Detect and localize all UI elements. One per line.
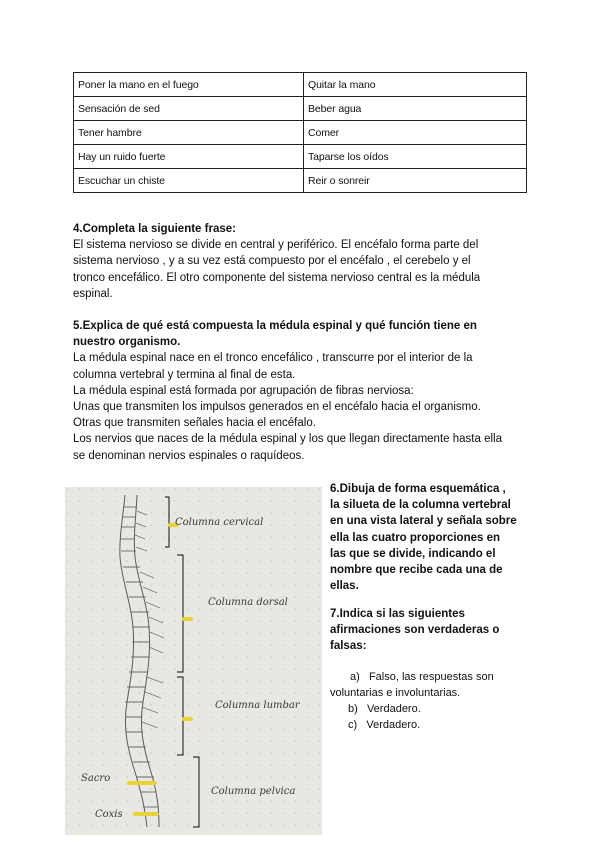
answer-marker: a) (350, 671, 360, 683)
question-4-line: tronco encefálico. El otro componente del sistema nervioso central es la médula (73, 271, 481, 284)
question-6-title: 6.Dibuja de forma esquemática , (330, 483, 506, 495)
question-5-line: Los nervios que naces de la médula espinal y los que llegan directamente hasta ella (73, 433, 502, 446)
label-dorsal: Columna dorsal (208, 597, 288, 608)
answer-c (330, 717, 530, 733)
question-6-title: la silueta de la columna vertebral (330, 499, 511, 512)
answer-a (330, 669, 530, 685)
response-cell: Beber agua (304, 97, 527, 121)
question-7-title: 7.Indica si las siguientes (330, 608, 465, 620)
question-6 (330, 481, 530, 594)
question-5-line: La médula espinal está formada por agrupación de fibras nerviosa: (73, 384, 414, 397)
question-7 (330, 606, 530, 655)
label-pelvica: Columna pelvica (211, 786, 296, 797)
question-5-line: Unas que transmiten los impulsos generados en el encéfalo hacia el organismo. (73, 401, 481, 414)
reflex-table (73, 72, 527, 193)
answer-a-continued: voluntarias e involuntarias. (330, 687, 461, 699)
question-5-title: nuestro organismo. (73, 336, 181, 349)
question-5-line: columna vertebral y termina al final de esta. (73, 368, 296, 381)
answer-text: Verdadero. (366, 703, 421, 715)
table-row (74, 97, 527, 121)
question-6-title: las que se divide, indicando el (330, 547, 496, 560)
question-7-title: falsas: (330, 640, 367, 653)
label-lumbar: Columna lumbar (215, 700, 300, 711)
response-cell: Taparse los oídos (304, 145, 527, 169)
question-4 (73, 221, 535, 302)
spine-drawing-photo (65, 487, 322, 835)
table-row (74, 169, 527, 193)
question-6-title: ella las cuatro proporciones en (330, 531, 500, 544)
answer-marker: b) (348, 703, 358, 715)
table-row (74, 73, 527, 97)
label-cervical: Columna cervical (175, 517, 264, 528)
question-6-title: ellas. (330, 580, 359, 593)
question-7-answers (330, 669, 530, 733)
answer-text: Verdadero. (366, 719, 421, 731)
question-4-title: 4.Completa la siguiente frase: (73, 223, 236, 235)
answer-text: Falso, las respuestas son (368, 671, 494, 683)
question-5-title: 5.Explica de qué está compuesta la médula espinal y qué función tiene en (73, 320, 477, 332)
response-cell: Reir o sonreir (304, 169, 527, 193)
question-6-title: nombre que recibe cada una de (330, 564, 503, 577)
stimulus-cell: Sensación de sed (74, 97, 304, 121)
stimulus-cell: Escuchar un chiste (74, 169, 304, 193)
answer-marker: c) (348, 719, 358, 731)
stimulus-cell: Tener hambre (74, 121, 304, 145)
answer-b (330, 701, 530, 717)
question-4-line: El sistema nervioso se divide en central y periférico. El encéfalo forma parte del (73, 239, 479, 252)
question-5-line: se denominan nervios espinales o raquídeos. (73, 449, 305, 462)
stimulus-cell: Poner la mano en el fuego (74, 73, 304, 97)
question-5-line: La médula espinal nace en el tronco encefálico , transcurre por el interior de la (73, 352, 473, 365)
table-row (74, 121, 527, 145)
response-cell: Quitar la mano (304, 73, 527, 97)
question-5-line: Otras que transmiten señales hacia el encéfalo. (73, 417, 316, 430)
table-row (74, 145, 527, 169)
response-cell: Comer (304, 121, 527, 145)
question-7-title: afirmaciones son verdaderas o (330, 624, 500, 637)
question-4-line: espinal. (73, 287, 113, 300)
spine-drawing (65, 487, 322, 835)
question-4-line: sistema nervioso , y a su vez está compuesto por el encéfalo , el cerebelo y el (73, 255, 471, 268)
stimulus-cell: Hay un ruido fuerte (74, 145, 304, 169)
label-coxis: Coxis (95, 809, 123, 820)
question-6-title: en una vista lateral y señala sobre (330, 515, 517, 528)
question-5 (73, 318, 535, 464)
label-sacro: Sacro (81, 773, 111, 784)
